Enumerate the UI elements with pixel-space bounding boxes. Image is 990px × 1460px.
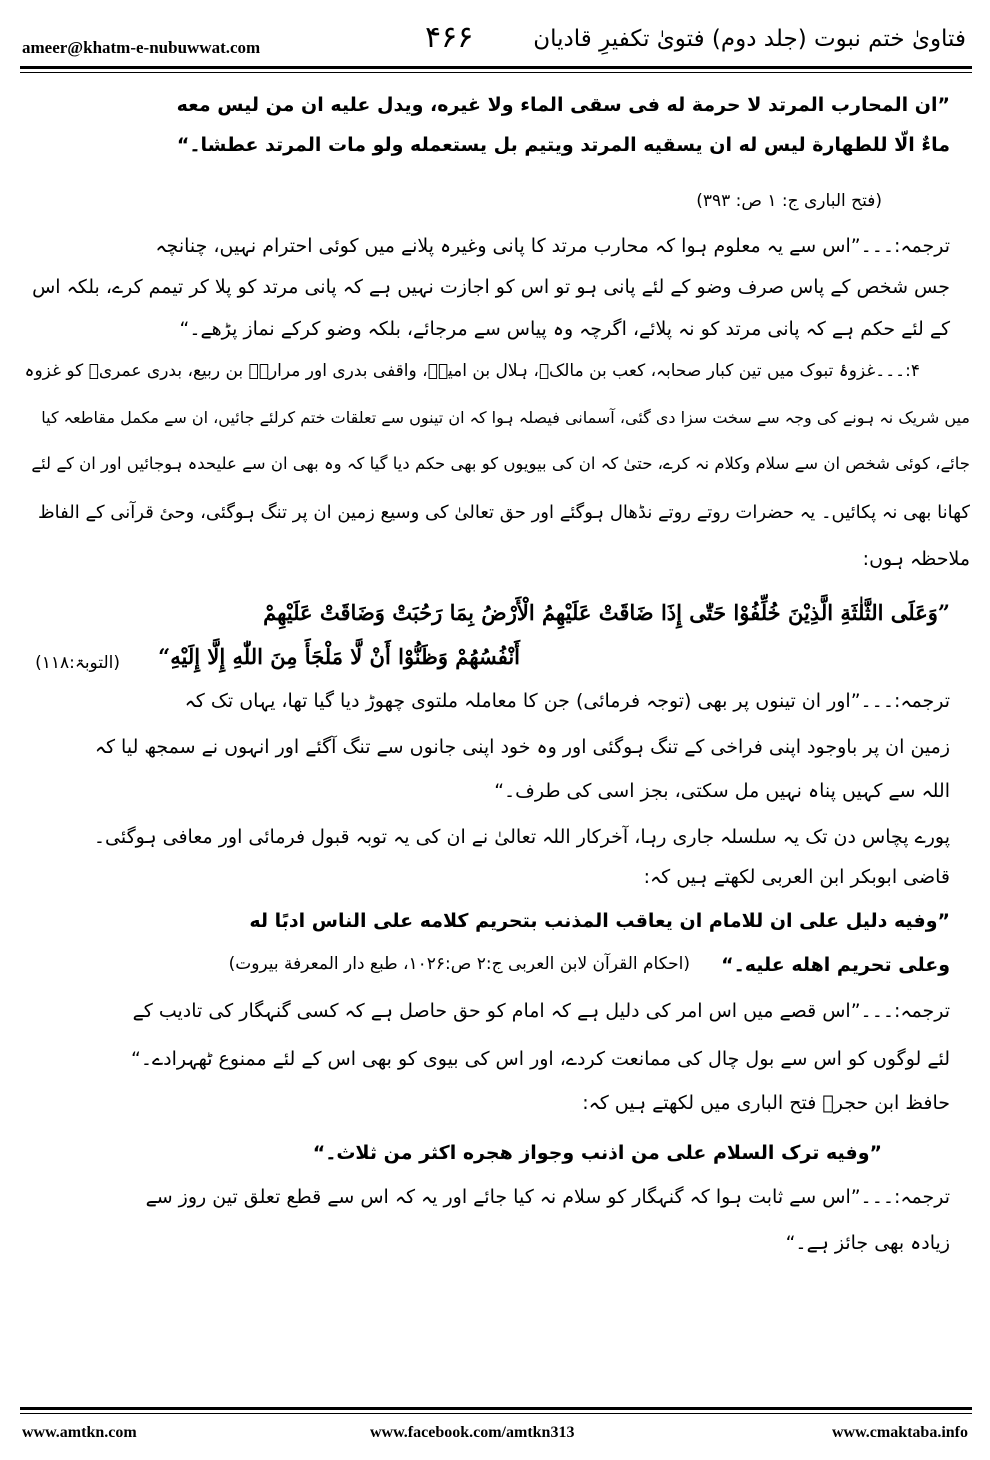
translation-line: زمین ان پر باوجود اپنی فراخی کے تنگ ہوگئی اور وہ خود اپنی جانوں سے تنگ آگئے اور انہوں نے سمجھ لیا کہ — [94, 736, 950, 758]
paragraph-line: قاضی ابوبکر ابن العربی لکھتے ہیں کہ: — [643, 866, 950, 888]
paragraph-line: کھانا بھی نہ پکائیں۔ یہ حضرات روتے روتے نڈھال ہوگئے اور حق تعالیٰ کی وسیع زمین ان پر تنگ ہوگئی، وحیٔ قرآنی کے الفاظ — [38, 502, 970, 523]
translation-line: ترجمہ:۔۔۔”اس سے یہ معلوم ہوا کہ محارب مرتد کا پانی وغیرہ پلانے میں کوئی احترام نہیں، چنانچہ — [155, 235, 950, 257]
footer-link-cmaktaba[interactable]: www.cmaktaba.info — [831, 1424, 968, 1441]
arabic-quote-line: ”وفیه دلیل علی ان للامام ان یعاقب المذنب بتحریم کلامه علی الناس ادبًا له — [249, 910, 950, 932]
header-title: فتاویٰ ختم نبوت (جلد دوم) فتویٰ تکفیرِ قادیان — [533, 26, 966, 52]
arabic-quote-line: ”وفیه ترک السلام علی من اذنب وجواز هجره اکثر من ثلاث۔“ — [312, 1142, 882, 1164]
footer-rule-thick — [20, 1407, 972, 1410]
quran-verse-line: ”وَعَلَى الثَّلٰثَةِ الَّذِيْنَ خُلِّفُوْا حَتّٰى إِذَا ضَاقَتْ عَلَيْهِمُ الْأَرْضُ بِمَا رَحُبَتْ وَضَاقَتْ عَلَيْهِمْ — [263, 600, 950, 625]
translation-line: ترجمہ:۔۔۔”اس قصے میں اس امر کی دلیل ہے کہ امام کو حق حاصل ہے کہ کسی گنہگار کی تادیب کے — [132, 1000, 950, 1022]
header-rule-thin — [20, 72, 972, 73]
translation-line: ترجمہ:۔۔۔”اس سے ثابت ہوا کہ گنہگار کو سلام نہ کیا جائے اور یہ کہ اس سے قطع تعلق تین روز سے — [145, 1186, 950, 1208]
header-rule-thick — [20, 66, 972, 69]
paragraph-line: ملاحظہ ہوں: — [862, 548, 970, 570]
quran-verse-line: أَنْفُسُهُمْ وَظَنُّوْا أَنْ لَّا مَلْجَأَ مِنَ اللّٰهِ إِلَّا إِلَيْهِ“ — [158, 644, 520, 669]
translation-line: اللہ سے کہیں پناہ نہیں مل سکتی، بجز اسی کی طرف۔“ — [494, 780, 950, 802]
header-page-number: ۴۶۶ — [425, 20, 474, 55]
citation: (فتح الباری ج: ۱ ص: ۳۹۳) — [696, 191, 882, 211]
paragraph-line: جائے، کوئی شخص ان سے سلام وکلام نہ کرے، حتیٰ کہ ان کی بیویوں کو بھی حکم دیا گیا کہ وہ بھی ان سے علیحدہ ہوجائیں اور ان کے لئے — [31, 454, 970, 473]
paragraph-line: حافظ ابن حجرؒ فتح الباری میں لکھتے ہیں کہ: — [582, 1092, 950, 1114]
paragraph-line: ۴:۔۔۔غزوۂ تبوک میں تین کبار صحابہ، کعب بن مالکؓ، ہلال بن امیہؓ، واقفی بدری اور مرارہؓ بن ربیع، بدری عمریؓ کو غزوہ — [24, 361, 920, 381]
translation-line: ترجمہ:۔۔۔”اور ان تینوں پر بھی (توجہ فرمائی) جن کا معاملہ ملتوی چھوڑ دیا گیا تھا، یہاں تک کہ — [184, 690, 950, 712]
quran-citation: (التوبۃ:۱۱۸) — [35, 653, 120, 673]
paragraph-line: پورے پچاس دن تک یہ سلسلہ جاری رہا، آخرکار اللہ تعالیٰ نے ان کی یہ توبہ قبول فرمائی اور معافی ہوگئی۔ — [93, 826, 950, 848]
paragraph-line: میں شریک نہ ہونے کی وجہ سے سخت سزا دی گئی، آسمانی فیصلہ ہوا کہ ان تینوں سے تعلقات ختم کرلئے جائیں، ان سے مکمل مقاطعہ کیا — [41, 408, 970, 427]
translation-line: جس شخص کے پاس صرف وضو کے لئے پانی ہو تو اس کو اجازت نہیں ہے کہ پانی مرتد کو پلا کر تیمم کرے، بلکہ اس — [32, 276, 950, 298]
page-header — [0, 18, 990, 68]
footer-link-facebook[interactable]: www.facebook.com/amtkn313 — [370, 1424, 575, 1441]
arabic-quote-line: وعلی تحریم اهله علیه۔“ — [721, 954, 950, 976]
translation-line: لئے لوگوں کو اس سے بول چال کی ممانعت کردے، اور اس کی بیوی کو بھی اس کے لئے ممنوع ٹھہرادے۔“ — [131, 1048, 950, 1070]
footer-rule-thin — [20, 1413, 972, 1414]
arabic-quote-line: ماءٌ الّا للطهارة لیس له ان یسقیه المرتد ویتیم بل یستعمله ولو مات المرتد عطشا۔“ — [176, 134, 950, 156]
footer-link-amtkn[interactable]: www.amtkn.com — [22, 1424, 137, 1441]
translation-line: زیادہ بھی جائز ہے۔“ — [785, 1232, 950, 1254]
header-email: ameer@khatm-e-nubuwwat.com — [22, 38, 261, 57]
page-footer — [0, 1420, 990, 1450]
translation-line: کے لئے حکم ہے کہ پانی مرتد کو نہ پلائے، اگرچہ وہ پیاس سے مرجائے، بلکہ وضو کرکے نماز پڑھے۔“ — [179, 318, 950, 340]
citation: (احکام القرآن لابن العربی ج:۲ ص:۱۰۲۶، طبع دار المعرفة بیروت) — [228, 954, 690, 974]
arabic-quote-line: ”ان المحارب المرتد لا حرمة له فی سقی الماء ولا غیره، ویدل علیه ان من لیس معه — [176, 94, 950, 116]
